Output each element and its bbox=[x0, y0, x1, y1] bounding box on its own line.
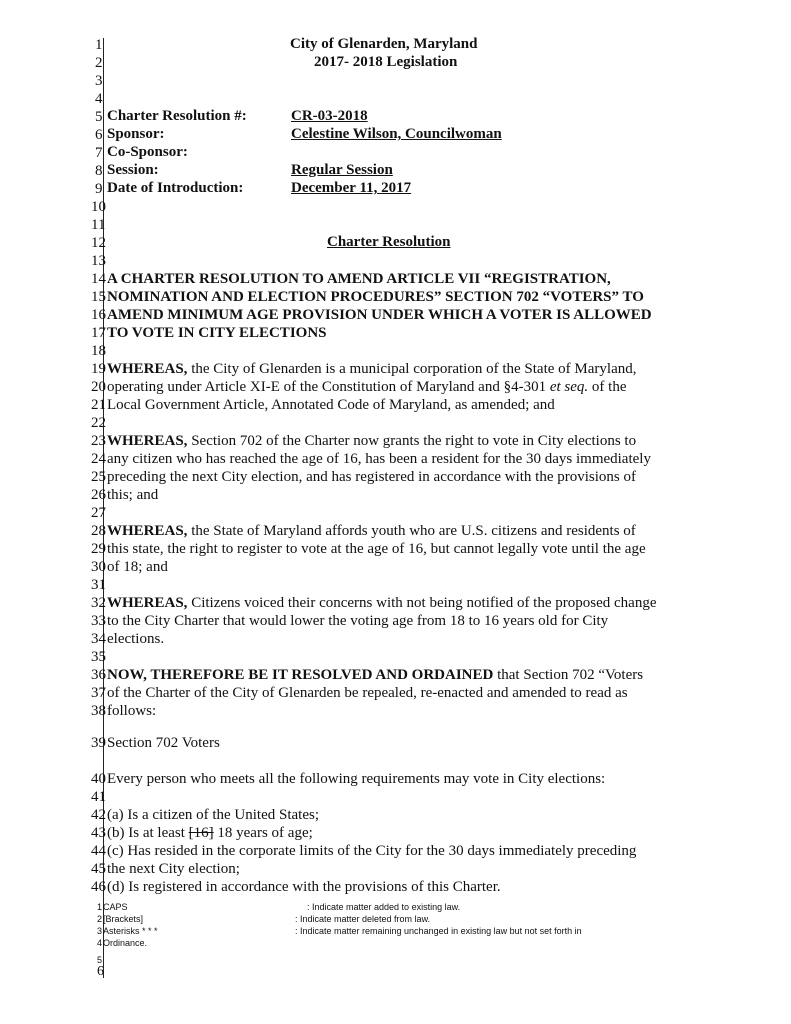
line-number: 44 bbox=[91, 843, 106, 859]
whereas-clause-2-line: any citizen who has reached the age of 16, has been a resident for the 30 days immediately bbox=[107, 451, 651, 467]
requirement-a: (a) Is a citizen of the United States; bbox=[107, 807, 320, 823]
footnote-caps-label: CAPS bbox=[103, 902, 128, 912]
line-number: 8 bbox=[95, 163, 103, 179]
clause-text: Citizens voiced their concerns with not being notified of the proposed change bbox=[187, 595, 657, 611]
whereas-lead: WHEREAS, bbox=[107, 361, 188, 377]
whereas-clause-2-line: preceding the next City election, and has registered in accordance with the provisions of bbox=[107, 469, 636, 485]
document-title: City of Glenarden, Maryland bbox=[290, 36, 478, 52]
whereas-clause-1-line bbox=[107, 378, 626, 396]
line-number: 16 bbox=[91, 307, 106, 323]
line-number: 22 bbox=[91, 415, 106, 431]
line-number: 40 bbox=[91, 771, 106, 787]
footnote-ordinance: Ordinance. bbox=[103, 938, 148, 948]
sponsor-value: Celestine Wilson, Councilwoman bbox=[291, 126, 502, 142]
sponsor-label: Sponsor: bbox=[107, 126, 165, 142]
line-number: 20 bbox=[91, 379, 106, 395]
line-number: 38 bbox=[91, 703, 106, 719]
line-number: 41 bbox=[91, 789, 106, 805]
footnote-caps-desc: : Indicate matter added to existing law. bbox=[307, 902, 461, 912]
resolved-lead: NOW, THEREFORE BE IT RESOLVED AND ORDAINED bbox=[107, 667, 494, 683]
whereas-lead: WHEREAS, bbox=[107, 433, 188, 449]
whereas-clause-3-line bbox=[107, 522, 636, 540]
resolved-clause-line: of the Charter of the City of Glenarden be repealed, re-enacted and amended to read as bbox=[107, 685, 628, 701]
resolved-clause-line: follows: bbox=[107, 703, 157, 719]
clause-text: that Section 702 “Voters bbox=[493, 667, 644, 683]
line-number: 32 bbox=[91, 595, 106, 611]
line-number: 33 bbox=[91, 613, 106, 629]
requirement-d: (d) Is registered in accordance with the provisions of this Charter. bbox=[107, 879, 501, 895]
whereas-lead: WHEREAS, bbox=[107, 595, 188, 611]
title-line: A CHARTER RESOLUTION TO AMEND ARTICLE VII “REGISTRATION, bbox=[107, 271, 611, 287]
document-subtitle: 2017- 2018 Legislation bbox=[314, 54, 458, 70]
line-number: 28 bbox=[91, 523, 106, 539]
line-number: 30 bbox=[91, 559, 106, 575]
requirement-c: (c) Has resided in the corporate limits of the City for the 30 days immediately preceding bbox=[107, 843, 637, 859]
line-number: 39 bbox=[91, 735, 106, 751]
title-line: TO VOTE IN CITY ELECTIONS bbox=[107, 325, 327, 341]
line-number: 36 bbox=[91, 667, 106, 683]
title-line: AMEND MINIMUM AGE PROVISION UNDER WHICH A VOTER IS ALLOWED bbox=[107, 307, 652, 323]
date-label: Date of Introduction: bbox=[107, 180, 244, 196]
line-number: 12 bbox=[91, 235, 106, 251]
line-number: 9 bbox=[95, 181, 103, 197]
footnote-number: 6 bbox=[97, 964, 104, 979]
section-title: Section 702 Voters bbox=[107, 735, 220, 751]
resolved-clause-line bbox=[107, 666, 643, 684]
clause-text: operating under Article XI-E of the Constitution of Maryland and §4-301 bbox=[107, 379, 550, 395]
line-number: 13 bbox=[91, 253, 106, 269]
footnote-asterisks-label: Asterisks * * * bbox=[103, 926, 158, 936]
resolution-number-value: CR-03-2018 bbox=[291, 108, 368, 124]
section-intro: Every person who meets all the following requirements may vote in City elections: bbox=[107, 771, 606, 787]
footnote-number: 2 bbox=[97, 914, 103, 924]
line-number: 31 bbox=[91, 577, 106, 593]
date-value: December 11, 2017 bbox=[291, 180, 412, 196]
footnote-asterisks-desc: : Indicate matter remaining unchanged in existing law but not set forth in bbox=[295, 926, 582, 936]
line-number: 27 bbox=[91, 505, 106, 521]
requirement-c-cont: the next City election; bbox=[107, 861, 240, 877]
line-number: 15 bbox=[91, 289, 106, 305]
footnote-brackets-label: [Brackets] bbox=[103, 914, 144, 924]
line-number: 4 bbox=[95, 91, 103, 107]
clause-text: 18 years of age; bbox=[213, 825, 313, 841]
deleted-text: [16] bbox=[188, 825, 214, 841]
line-number: 14 bbox=[91, 271, 106, 287]
line-number: 7 bbox=[95, 145, 103, 161]
line-number: 11 bbox=[91, 217, 106, 233]
footnote-number: 3 bbox=[97, 926, 103, 936]
whereas-lead: WHEREAS, bbox=[107, 523, 188, 539]
line-number: 17 bbox=[91, 325, 106, 341]
footnote-number: 5 bbox=[97, 955, 103, 965]
cosponsor-label: Co-Sponsor: bbox=[107, 144, 188, 160]
title-line: NOMINATION AND ELECTION PROCEDURES” SECTION 702 “VOTERS” TO bbox=[107, 289, 644, 305]
line-number: 1 bbox=[95, 37, 103, 53]
line-number: 21 bbox=[91, 397, 106, 413]
line-number: 24 bbox=[91, 451, 106, 467]
whereas-clause-4-line bbox=[107, 594, 656, 612]
line-number: 45 bbox=[91, 861, 106, 877]
clause-text: (b) Is at least bbox=[107, 825, 189, 841]
whereas-clause-3-line: of 18; and bbox=[107, 559, 168, 575]
whereas-clause-1-line bbox=[107, 360, 636, 378]
line-number: 3 bbox=[95, 73, 103, 89]
resolution-number-label: Charter Resolution #: bbox=[107, 108, 247, 124]
line-number: 19 bbox=[91, 361, 106, 377]
line-number: 25 bbox=[91, 469, 106, 485]
requirement-b bbox=[107, 824, 313, 842]
clause-text: Section 702 of the Charter now grants the right to vote in City elections to bbox=[187, 433, 637, 449]
line-number: 46 bbox=[91, 879, 106, 895]
line-number: 5 bbox=[95, 109, 103, 125]
whereas-clause-3-line: this state, the right to register to vote at the age of 16, but cannot legally vote until the age bbox=[107, 541, 646, 557]
line-number: 10 bbox=[91, 199, 106, 215]
line-number: 29 bbox=[91, 541, 106, 557]
whereas-clause-4-line: elections. bbox=[107, 631, 165, 647]
line-number: 26 bbox=[91, 487, 106, 503]
line-number: 6 bbox=[95, 127, 103, 143]
clause-text: the City of Glenarden is a municipal corporation of the State of Maryland, bbox=[187, 361, 637, 377]
footnote-number: 4 bbox=[97, 938, 103, 948]
line-number: 42 bbox=[91, 807, 106, 823]
clause-text: of the bbox=[588, 379, 627, 395]
clause-text: the State of Maryland affords youth who are U.S. citizens and residents of bbox=[187, 523, 636, 539]
whereas-clause-2-line: this; and bbox=[107, 487, 159, 503]
session-value: Regular Session bbox=[291, 162, 393, 178]
line-number: 34 bbox=[91, 631, 106, 647]
clause-italic: et seq. bbox=[549, 379, 589, 395]
whereas-clause-1-line: Local Government Article, Annotated Code of Maryland, as amended; and bbox=[107, 397, 555, 413]
whereas-clause-2-line bbox=[107, 432, 636, 450]
footnote-number: 1 bbox=[97, 902, 103, 912]
footnote-brackets-desc: : Indicate matter deleted from law. bbox=[295, 914, 431, 924]
line-number: 37 bbox=[91, 685, 106, 701]
line-number: 18 bbox=[91, 343, 106, 359]
whereas-clause-4-line: to the City Charter that would lower the voting age from 18 to 16 years old for City bbox=[107, 613, 609, 629]
line-number: 2 bbox=[95, 55, 103, 71]
section-heading: Charter Resolution bbox=[327, 234, 451, 250]
line-number: 23 bbox=[91, 433, 106, 449]
session-label: Session: bbox=[107, 162, 159, 178]
line-number: 43 bbox=[91, 825, 106, 841]
line-number: 35 bbox=[91, 649, 106, 665]
